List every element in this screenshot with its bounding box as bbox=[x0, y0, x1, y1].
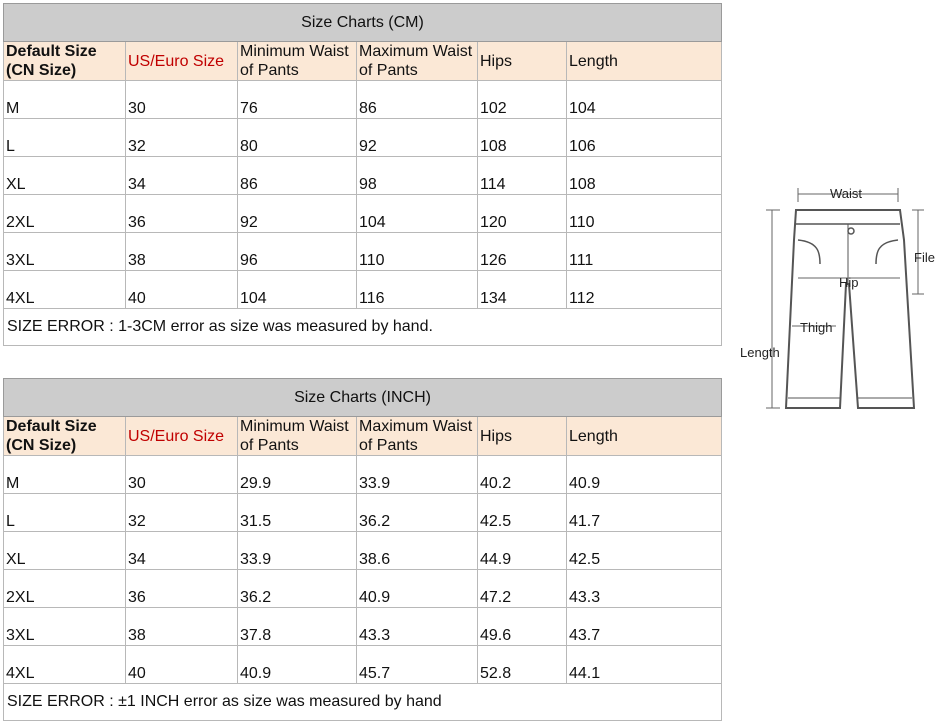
cell-size-us-euro: 36 bbox=[126, 195, 238, 233]
cell-size-us-euro: 34 bbox=[126, 157, 238, 195]
table-row bbox=[4, 570, 722, 608]
header-length: Length bbox=[567, 42, 722, 81]
cell-length: 112 bbox=[567, 271, 722, 309]
cell-size-cn: XL bbox=[4, 157, 126, 195]
waist-label: Waist bbox=[830, 186, 863, 201]
cell-max-waist: 104 bbox=[357, 195, 478, 233]
size-chart-inch bbox=[3, 378, 722, 721]
cell-min-waist: 80 bbox=[238, 119, 357, 157]
cell-length: 108 bbox=[567, 157, 722, 195]
chart-title: Size Charts (CM) bbox=[4, 4, 722, 42]
cell-hips: 52.8 bbox=[478, 646, 567, 684]
cell-min-waist: 40.9 bbox=[238, 646, 357, 684]
table-row bbox=[4, 157, 722, 195]
header-min-waist: Minimum Waist of Pants bbox=[238, 42, 357, 81]
cell-length: 111 bbox=[567, 233, 722, 271]
table-row bbox=[4, 233, 722, 271]
cell-length: 44.1 bbox=[567, 646, 722, 684]
cell-size-us-euro: 32 bbox=[126, 119, 238, 157]
cell-hips: 49.6 bbox=[478, 608, 567, 646]
size-error-note: SIZE ERROR : 1-3CM error as size was measured by hand. bbox=[4, 309, 722, 346]
cell-min-waist: 33.9 bbox=[238, 532, 357, 570]
cell-size-us-euro: 30 bbox=[126, 81, 238, 119]
cell-size-us-euro: 38 bbox=[126, 608, 238, 646]
cell-min-waist: 92 bbox=[238, 195, 357, 233]
cell-size-us-euro: 40 bbox=[126, 271, 238, 309]
cell-size-cn: M bbox=[4, 456, 126, 494]
table-body bbox=[4, 456, 722, 684]
cell-hips: 126 bbox=[478, 233, 567, 271]
cell-max-waist: 33.9 bbox=[357, 456, 478, 494]
header-min-waist: Minimum Waist of Pants bbox=[238, 417, 357, 456]
cell-max-waist: 45.7 bbox=[357, 646, 478, 684]
cell-min-waist: 29.9 bbox=[238, 456, 357, 494]
cell-size-cn: 4XL bbox=[4, 646, 126, 684]
cell-max-waist: 36.2 bbox=[357, 494, 478, 532]
cell-hips: 102 bbox=[478, 81, 567, 119]
cell-hips: 134 bbox=[478, 271, 567, 309]
file-label: File bbox=[914, 250, 935, 265]
pants-measurement-diagram bbox=[728, 180, 944, 420]
table-row bbox=[4, 494, 722, 532]
cell-max-waist: 98 bbox=[357, 157, 478, 195]
cell-min-waist: 96 bbox=[238, 233, 357, 271]
header-default-size: Default Size (CN Size) bbox=[4, 42, 126, 81]
table-body bbox=[4, 81, 722, 309]
cell-min-waist: 31.5 bbox=[238, 494, 357, 532]
cell-length: 104 bbox=[567, 81, 722, 119]
cell-max-waist: 40.9 bbox=[357, 570, 478, 608]
table-row bbox=[4, 81, 722, 119]
cell-size-cn: 2XL bbox=[4, 195, 126, 233]
cell-length: 43.3 bbox=[567, 570, 722, 608]
table-row bbox=[4, 646, 722, 684]
size-error-note: SIZE ERROR : ±1 INCH error as size was measured by hand bbox=[4, 684, 722, 721]
header-us-euro-size: US/Euro Size bbox=[126, 417, 238, 456]
cell-size-cn: 4XL bbox=[4, 271, 126, 309]
cell-size-cn: M bbox=[4, 81, 126, 119]
cell-hips: 47.2 bbox=[478, 570, 567, 608]
cell-size-us-euro: 32 bbox=[126, 494, 238, 532]
length-label: Length bbox=[740, 345, 780, 360]
cell-size-cn: L bbox=[4, 494, 126, 532]
cell-hips: 114 bbox=[478, 157, 567, 195]
cell-size-cn: XL bbox=[4, 532, 126, 570]
cell-size-us-euro: 36 bbox=[126, 570, 238, 608]
table-row bbox=[4, 532, 722, 570]
header-max-waist: Maximum Waist of Pants bbox=[357, 42, 478, 81]
chart-title: Size Charts (INCH) bbox=[4, 379, 722, 417]
cell-length: 41.7 bbox=[567, 494, 722, 532]
header-row bbox=[4, 42, 722, 81]
cell-size-cn: 2XL bbox=[4, 570, 126, 608]
cell-length: 110 bbox=[567, 195, 722, 233]
cell-min-waist: 37.8 bbox=[238, 608, 357, 646]
cell-min-waist: 36.2 bbox=[238, 570, 357, 608]
thigh-label: Thigh bbox=[800, 320, 833, 335]
cell-max-waist: 86 bbox=[357, 81, 478, 119]
cell-hips: 108 bbox=[478, 119, 567, 157]
cell-length: 42.5 bbox=[567, 532, 722, 570]
hip-label: Hip bbox=[839, 275, 859, 290]
cell-hips: 40.2 bbox=[478, 456, 567, 494]
table-row bbox=[4, 608, 722, 646]
cell-min-waist: 104 bbox=[238, 271, 357, 309]
cell-min-waist: 76 bbox=[238, 81, 357, 119]
cell-size-cn: 3XL bbox=[4, 233, 126, 271]
cell-hips: 120 bbox=[478, 195, 567, 233]
cell-max-waist: 92 bbox=[357, 119, 478, 157]
header-max-waist: Maximum Waist of Pants bbox=[357, 417, 478, 456]
header-hips: Hips bbox=[478, 42, 567, 81]
cell-min-waist: 86 bbox=[238, 157, 357, 195]
cell-max-waist: 38.6 bbox=[357, 532, 478, 570]
table-row bbox=[4, 195, 722, 233]
pants-outline-icon bbox=[786, 210, 914, 408]
cell-hips: 44.9 bbox=[478, 532, 567, 570]
cell-max-waist: 43.3 bbox=[357, 608, 478, 646]
cell-size-cn: L bbox=[4, 119, 126, 157]
cell-size-us-euro: 40 bbox=[126, 646, 238, 684]
table-row bbox=[4, 271, 722, 309]
header-default-size: Default Size (CN Size) bbox=[4, 417, 126, 456]
table-row bbox=[4, 456, 722, 494]
cell-length: 43.7 bbox=[567, 608, 722, 646]
table-row bbox=[4, 119, 722, 157]
cell-length: 40.9 bbox=[567, 456, 722, 494]
header-length: Length bbox=[567, 417, 722, 456]
cell-max-waist: 116 bbox=[357, 271, 478, 309]
header-hips: Hips bbox=[478, 417, 567, 456]
header-us-euro-size: US/Euro Size bbox=[126, 42, 238, 81]
header-row bbox=[4, 417, 722, 456]
cell-max-waist: 110 bbox=[357, 233, 478, 271]
cell-size-us-euro: 30 bbox=[126, 456, 238, 494]
cell-size-us-euro: 34 bbox=[126, 532, 238, 570]
cell-size-cn: 3XL bbox=[4, 608, 126, 646]
cell-length: 106 bbox=[567, 119, 722, 157]
cell-hips: 42.5 bbox=[478, 494, 567, 532]
size-chart-cm bbox=[3, 3, 722, 346]
cell-size-us-euro: 38 bbox=[126, 233, 238, 271]
